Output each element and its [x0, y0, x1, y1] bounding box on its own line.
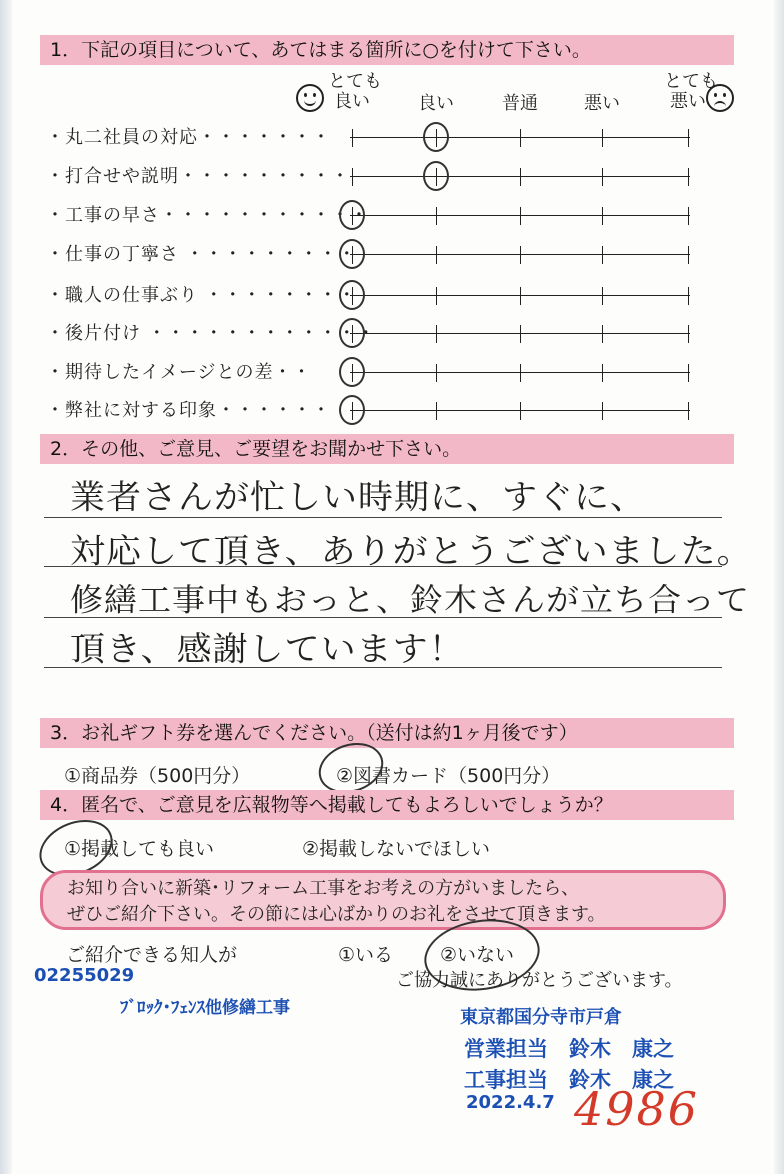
rating-tick[interactable] [602, 325, 603, 343]
handwritten-number: 4986 [574, 1082, 700, 1136]
construction-rep: 工事担当 鈴木 康之 [464, 1068, 674, 1092]
rating-item-label: ・丸二社員の対応・・・・・・・ [46, 127, 331, 148]
rating-tick[interactable] [352, 168, 353, 186]
scale-label [664, 71, 718, 112]
scale-label-bottom: 普通 [502, 93, 538, 114]
scale-label [412, 94, 460, 114]
q3-option-book-card[interactable]: ②図書カード（500円分） [336, 765, 561, 787]
rating-tick[interactable] [520, 325, 521, 343]
rating-scale-line [350, 295, 690, 296]
rating-tick[interactable] [688, 325, 689, 343]
rating-item-label: ・工事の早さ・・・・・・・・・・・ [46, 205, 369, 226]
rating-item-label: ・弊社に対する印象・・・・・・ [46, 400, 331, 421]
scan-right-edge [774, 0, 784, 1174]
selected-rating-circle [423, 161, 449, 191]
rating-item-label: ・後片付け ・・・・・・・・・・・・ [46, 323, 376, 344]
selected-rating-circle [339, 318, 365, 348]
scale-label-bottom: 悪い [584, 93, 620, 114]
rating-tick[interactable] [688, 246, 689, 264]
scale-label [496, 94, 544, 114]
selected-rating-circle [339, 280, 365, 310]
handwritten-comment-line: 修繕工事中もおっと、鈴木さんが立ち合って [70, 580, 750, 618]
rating-scale-line [350, 372, 690, 373]
scale-label-bottom: 悪い [670, 91, 706, 112]
rating-tick[interactable] [602, 402, 603, 420]
rating-item-label: ・期待したイメージとの差・・ [46, 362, 312, 383]
referral-option-no[interactable]: ②いない [440, 944, 515, 966]
scale-label-top: とても [664, 71, 718, 92]
handwritten-comment-line: 頂き、感謝しています！ [70, 630, 465, 669]
rating-tick[interactable] [602, 168, 603, 186]
selected-rating-circle [339, 200, 365, 230]
referral-option-yes[interactable]: ①いる [338, 944, 394, 966]
rating-tick[interactable] [520, 402, 521, 420]
rating-scale-line [350, 410, 690, 411]
rating-tick[interactable] [436, 246, 437, 264]
smiley-face-icon [296, 84, 324, 112]
rating-tick[interactable] [688, 168, 689, 186]
scale-label-bottom: 良い [418, 93, 454, 114]
rating-tick[interactable] [688, 364, 689, 382]
address: 東京都国分寺市戸倉 [460, 1007, 622, 1028]
rating-tick[interactable] [520, 168, 521, 186]
referral-notice-line: お知り合いに新築･リフォーム工事をお考えの方がいましたら、 [67, 878, 580, 899]
rating-tick[interactable] [688, 287, 689, 305]
selected-rating-circle [339, 239, 365, 269]
rating-tick[interactable] [520, 364, 521, 382]
rating-tick[interactable] [436, 207, 437, 225]
referral-notice-line: ぜひご紹介下さい。その節には心ばかりのお礼をさせて頂きます。 [67, 904, 606, 925]
rating-tick[interactable] [602, 287, 603, 305]
handwritten-comment-line: 対応して頂き、ありがとうございました。 [70, 532, 753, 571]
rating-scale-line [350, 215, 690, 216]
referral-question: ご紹介できる知人が [66, 944, 238, 966]
rating-tick[interactable] [602, 364, 603, 382]
rating-tick[interactable] [436, 325, 437, 343]
rating-item-label: ・打合せや説明・・・・・・・・・ [46, 166, 350, 187]
q2-header: 2．その他、ご意見、ご要望をお聞かせ下さい。 [40, 434, 734, 464]
rating-item-label: ・職人の仕事ぶり ・・・・・・・・ [46, 285, 357, 306]
rating-tick[interactable] [688, 207, 689, 225]
rating-tick[interactable] [602, 129, 603, 147]
q4-option-deny[interactable]: ②掲載しないでほしい [302, 838, 491, 860]
handwritten-comment-line: 業者さんが忙しい時期に、すぐに、 [70, 478, 647, 517]
rating-tick[interactable] [520, 207, 521, 225]
selected-rating-circle [339, 357, 365, 387]
scale-label [328, 71, 382, 112]
q4-header: 4．匿名で、ご意見を広報物等へ掲載してもよろしいでしょうか？ [40, 790, 734, 820]
work-type: ﾌﾞﾛｯｸ･ﾌｪﾝｽ他修繕工事 [120, 998, 290, 1018]
rating-tick[interactable] [688, 402, 689, 420]
rating-tick[interactable] [602, 246, 603, 264]
rating-tick[interactable] [602, 207, 603, 225]
q3-header: 3．お礼ギフト券を選んでください。（送付は約1ヶ月後です） [40, 718, 734, 748]
thanks-message: ご協力誠にありがとうございます。 [396, 970, 683, 991]
date: 2022.4.7 [466, 1092, 555, 1113]
scale-label-top: とても [328, 71, 382, 92]
scan-left-edge [0, 0, 12, 1174]
rating-tick[interactable] [688, 129, 689, 147]
selected-rating-circle [339, 395, 365, 425]
rating-tick[interactable] [520, 246, 521, 264]
rating-tick[interactable] [436, 402, 437, 420]
sales-rep: 営業担当 鈴木 康之 [464, 1037, 674, 1061]
rating-item-label: ・仕事の丁寧さ ・・・・・・・・・ [46, 244, 357, 265]
scale-label [578, 94, 626, 114]
q1-header: 1．下記の項目について、あてはまる箇所に○を付けて下さい。 [40, 35, 734, 65]
rating-tick[interactable] [520, 287, 521, 305]
rating-scale-line [350, 176, 690, 177]
rating-tick[interactable] [436, 287, 437, 305]
rating-tick[interactable] [352, 129, 353, 147]
rating-scale-line [350, 254, 690, 255]
rating-tick[interactable] [436, 364, 437, 382]
customer-code: 02255029 [34, 965, 135, 986]
rating-scale-line [350, 137, 690, 138]
selected-rating-circle [423, 122, 449, 152]
rating-tick[interactable] [520, 129, 521, 147]
scale-label-bottom: 良い [334, 91, 370, 112]
referral-notice-box [40, 870, 726, 930]
q3-option-gift-certificate[interactable]: ①商品券（500円分） [64, 765, 251, 787]
q4-option-allow[interactable]: ①掲載しても良い [64, 838, 215, 860]
rating-scale-line [350, 333, 690, 334]
